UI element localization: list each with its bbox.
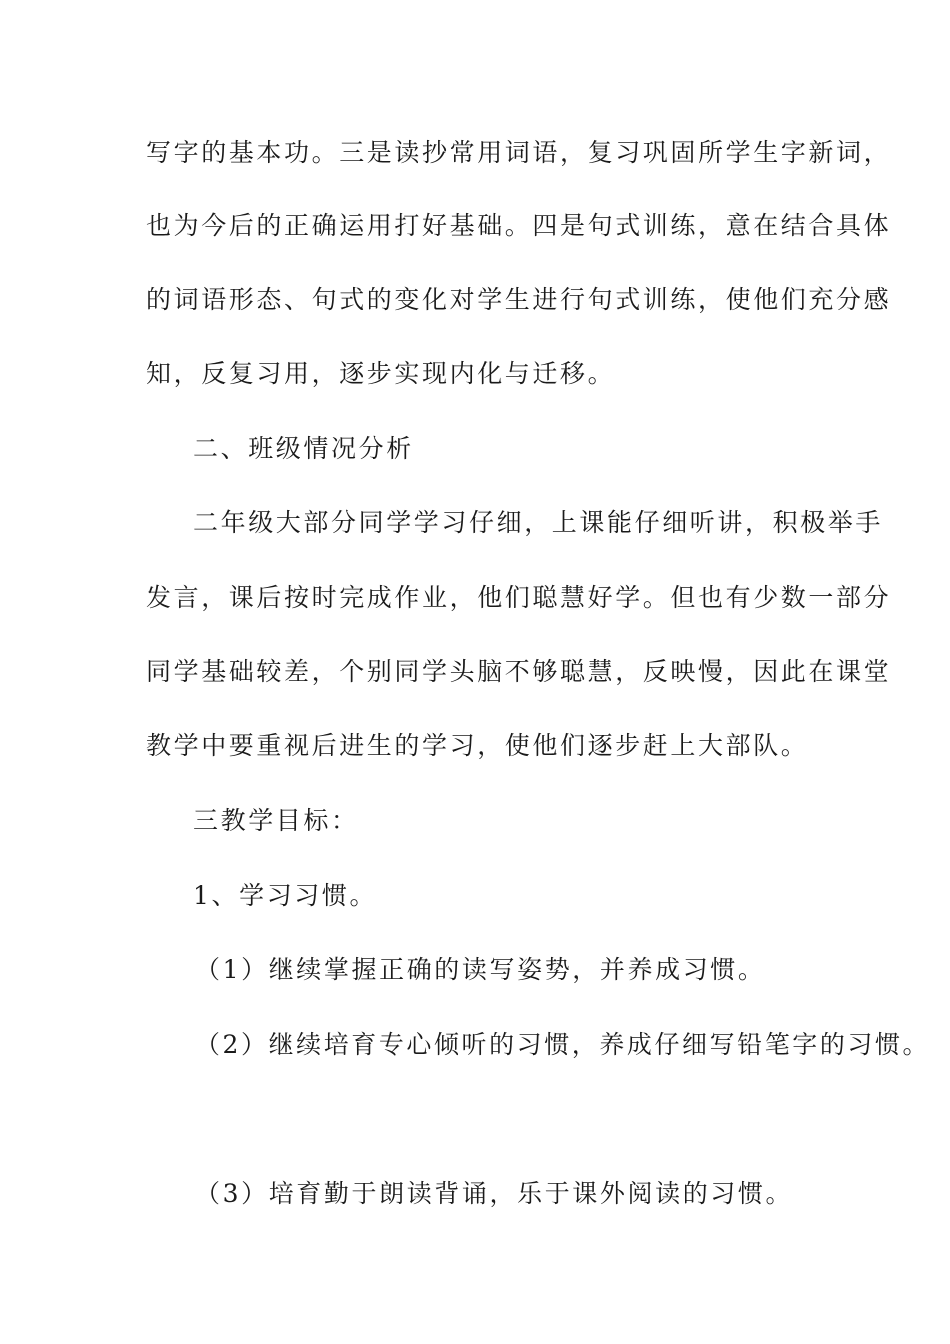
section-heading: 三教学目标： <box>193 806 359 835</box>
paragraph-line: 发言，课后按时完成作业，他们聪慧好学。但也有少数一部分 <box>146 583 892 612</box>
paragraph-line: 二年级大部分同学学习仔细，上课能仔细听讲，积极举手 <box>193 508 884 537</box>
paragraph-line: 的词语形态、句式的变化对学生进行句式训练，使他们充分感 <box>146 285 892 314</box>
list-item: （1）继续掌握正确的读写姿势，并养成习惯。 <box>195 955 766 984</box>
paragraph-line: 写字的基本功。三是读抄常用词语，复习巩固所学生字新词， <box>146 138 892 167</box>
paragraph-line: 教学中要重视后进生的学习，使他们逐步赶上大部队。 <box>146 731 809 760</box>
section-heading: 二、班级情况分析 <box>193 434 414 463</box>
list-item: （2）继续培育专心倾听的习惯，养成仔细写铅笔字的习惯。 <box>195 1030 931 1059</box>
paragraph-line: 知，反复习用，逐步实现内化与迁移。 <box>146 359 616 388</box>
paragraph-line: 也为今后的正确运用打好基础。四是句式训练，意在结合具体 <box>146 211 892 240</box>
list-heading: 1、学习习惯。 <box>193 881 378 910</box>
paragraph-line: 同学基础较差，个别同学头脑不够聪慧，反映慢，因此在课堂 <box>146 657 892 686</box>
list-item: （3）培育勤于朗读背诵，乐于课外阅读的习惯。 <box>195 1179 794 1208</box>
